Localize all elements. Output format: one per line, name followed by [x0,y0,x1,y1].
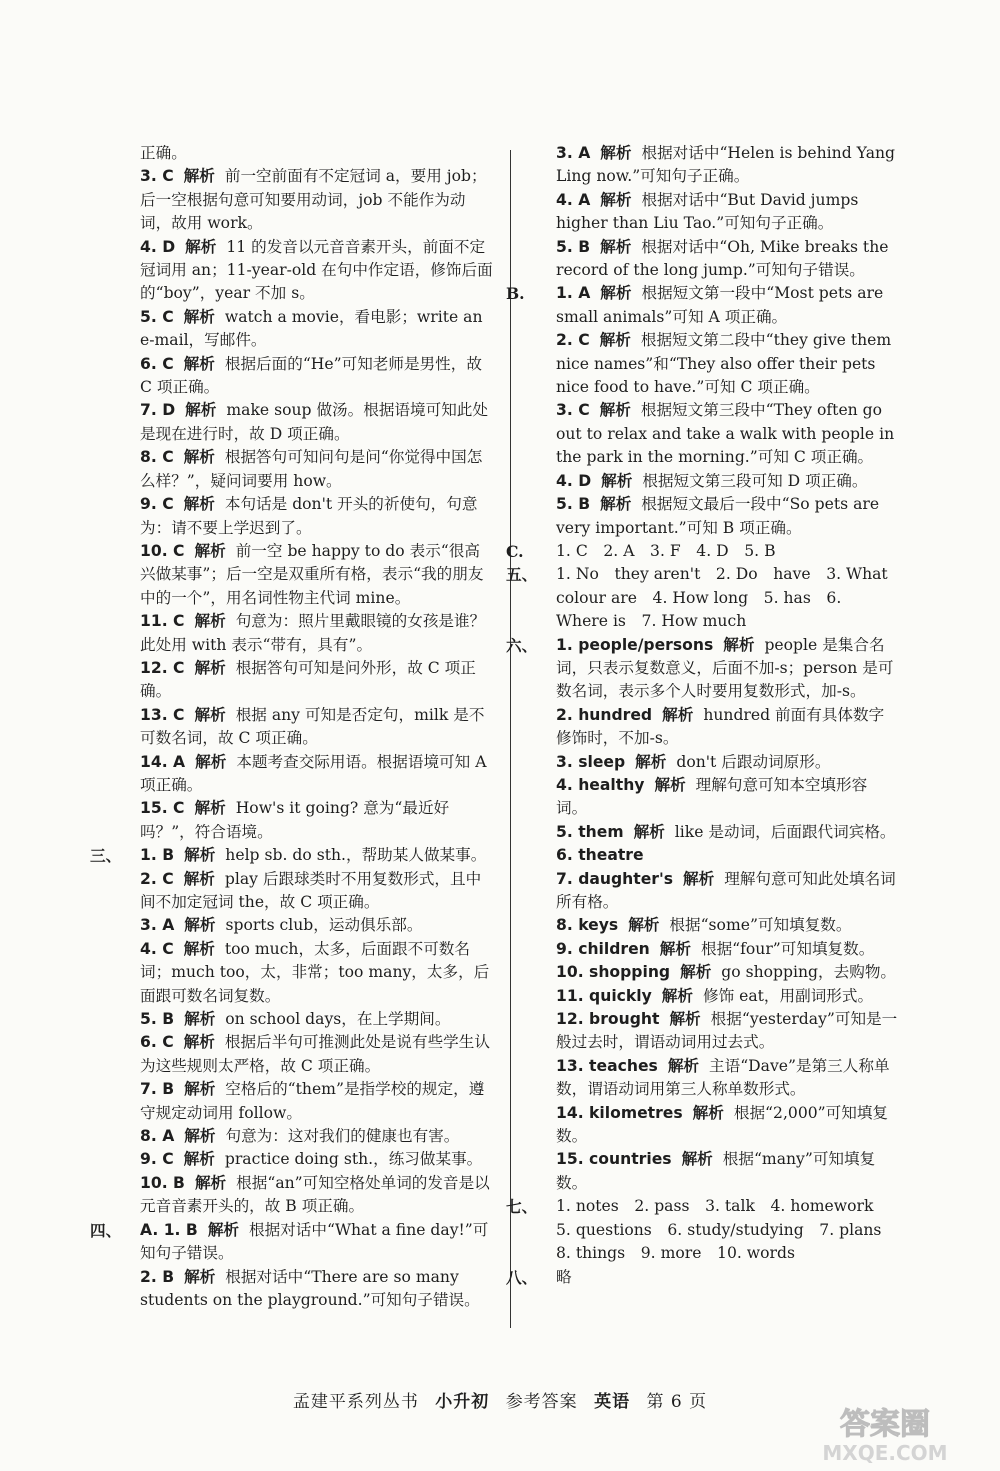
answer-text: 根据后半句可推测此处是说有些学生认为这些规则太严格，故 C 项正确。 [140,1033,490,1075]
answer-item [506,563,898,633]
footer-page: 第 6 页 [646,1392,708,1412]
answer-text: 根据对话中“There are so many students on the playground.”可知句子错误。 [140,1267,480,1309]
answer-item [506,1195,898,1265]
answer-item [528,493,898,540]
answer-number: 2. C [140,869,174,888]
answer-text: sports club，运动俱乐部。 [225,916,423,935]
answer-item [528,236,898,283]
answer-text: 略 [556,1267,572,1286]
answer-text: 根据“some”可知填复数。 [669,916,852,935]
analysis-label: 解析 [599,401,631,420]
analysis-label: 解析 [600,284,632,303]
answer-text: practice doing sth.，练习做某事。 [224,1150,483,1169]
watermark-line2: MXQE.COM [822,1441,948,1465]
answer-text: 主语“Dave”是第三人称单数，谓语动词用第三人称单数形式。 [556,1056,890,1099]
analysis-label: 解析 [184,1010,216,1029]
answer-number: 8. C [140,448,174,467]
analysis-label: 解析 [183,354,215,373]
answer-text: 1. C 2. A 3. F 4. D 5. B [556,541,776,560]
watermark-line1: 答案圈 [840,1407,930,1442]
answer-text: play 后跟球类时不用复数形式，且中间不加定冠词 the，故 C 项正确。 [140,869,482,911]
answer-text: 1. notes 2. pass 3. talk 4. homework 5. questions 6. study/studying 7. plans 8. things 9. more 10. words [556,1197,898,1263]
answer-item [528,329,898,399]
answer-item [112,165,494,235]
answer-text: don't 后跟动词原形。 [676,752,831,771]
answer-item [112,540,494,610]
analysis-label: 解析 [194,541,226,560]
answer-number: 3. C [556,401,590,420]
answer-number: 5. them [556,822,624,841]
answer-number: 12. C [140,658,185,677]
answer-item [112,236,494,306]
footer-series: 孟建平系列丛书 [292,1392,419,1412]
analysis-label: 解析 [194,612,226,631]
answer-number: 8. A [140,1127,175,1146]
answer-number: 6. theatre [556,846,644,865]
analysis-label: 解析 [599,331,631,350]
analysis-label: 解析 [185,401,217,420]
answer-item [528,1008,898,1055]
analysis-label: 解析 [183,307,215,326]
analysis-label: 解析 [194,799,226,818]
analysis-label: 解析 [184,1267,216,1286]
answer-item [528,821,898,844]
section-marker: 五、 [506,565,538,585]
answer-item [528,868,898,915]
answer-number: A. 1. B [140,1220,198,1239]
answer-number: 7. D [140,401,176,420]
analysis-label: 解析 [600,237,632,256]
answer-item [112,1078,494,1125]
answer-text: 根据“many”可知填复数。 [556,1150,876,1192]
answer-text: 前一空前面有不定冠词 a，要用 job；后一空根据句意可知要用动词，job 不能作为动词，故用 work。 [140,167,487,233]
answer-text: help sb. do sth.，帮助某人做某事。 [225,846,487,865]
answer-number: 5. B [140,1010,175,1029]
analysis-label: 解析 [659,939,691,958]
answer-number: 7. B [140,1080,175,1099]
answer-item [112,1148,494,1171]
answer-text: 1. No they aren't 2. Do have 3. What colour are 4. How long 5. has 6. Where is 7. How much [556,565,888,631]
analysis-label: 解析 [692,1103,724,1122]
answer-number: 10. C [140,541,185,560]
section-marker: 六、 [506,635,538,655]
analysis-label: 解析 [183,495,215,514]
answer-number: 1. people/persons [556,635,714,654]
answer-text: 理解句意可知此处填名词所有格。 [556,869,896,911]
analysis-label: 解析 [723,635,755,654]
answer-text: 本题考查交际用语。根据语境可知 A 项正确。 [140,752,487,794]
analysis-label: 解析 [183,939,215,958]
answer-item [112,1008,494,1031]
answer-item [528,985,898,1008]
analysis-label: 解析 [195,752,227,771]
answer-number: 1. B [140,846,175,865]
footer-kind: 参考答案 [505,1392,578,1412]
answer-item [528,704,898,751]
answer-item [528,142,898,189]
answer-text: 空格后的“them”是指学校的规定，遵守规定动词用 follow。 [140,1080,485,1122]
analysis-label: 解析 [667,1056,700,1075]
right-column [506,142,898,1289]
answer-item [528,189,898,236]
analysis-label: 解析 [601,471,633,490]
answer-number: 5. C [140,307,174,326]
answer-text: 根据对话中“Helen is behind Yang Ling now.”可知句子正确。 [556,144,896,186]
answer-text: 根据答句可知问句是问“你觉得中国怎么样？”，疑问词要用 how。 [140,448,483,490]
answer-text: How's it going? 意为“最近好吗？”，符合语境。 [140,799,450,841]
answer-item [506,540,898,563]
analysis-label: 解析 [683,869,715,888]
answer-item [528,1055,898,1102]
answer-item [112,1266,494,1313]
answer-item [112,868,494,915]
answer-item [112,704,494,751]
analysis-label: 解析 [662,705,694,724]
answer-number: 11. C [140,612,185,631]
answer-number: 2. hundred [556,705,653,724]
answer-text: 根据“four”可知填复数。 [700,939,875,958]
answer-text: 正确。 [140,144,187,162]
answer-text: 根据短文最后一段中“So pets are very important.”可知 B 项正确。 [556,495,880,537]
answer-item [112,353,494,400]
answer-number: 14. A [140,752,186,771]
answer-text: too much，太多，后面跟不可数名词；much too，太，非常；too many，太多，后面跟可数名词复数。 [140,939,490,1005]
answer-number: 2. C [556,331,590,350]
analysis-label: 解析 [669,1010,701,1029]
answer-text: 根据对话中“But David jumps higher than Liu Tao.”可知句子正确。 [556,190,859,233]
answer-number: 13. C [140,705,185,724]
section-marker: 八、 [506,1267,538,1287]
column-divider [510,150,511,1328]
analysis-label: 解析 [635,752,667,771]
analysis-label: 解析 [183,869,215,888]
answer-item [528,938,898,961]
analysis-label: 解析 [633,822,665,841]
analysis-label: 解析 [184,916,216,935]
analysis-label: 解析 [600,495,632,514]
analysis-label: 解析 [661,986,693,1005]
answer-number: 7. daughter's [556,869,674,888]
answer-number: 4. healthy [556,775,645,794]
analysis-label: 解析 [184,1127,216,1146]
analysis-label: 解析 [194,1173,227,1192]
answer-text: watch a movie，看电影；write an e-mail，写邮件。 [140,307,483,350]
answer-item [528,914,898,937]
answer-item [528,470,898,493]
answer-text: make soup 做汤。根据语境可知此处是现在进行时，故 D 项正确。 [140,401,488,443]
answer-item [528,751,898,774]
analysis-label: 解析 [184,846,216,865]
left-column [90,142,494,1312]
answer-item [112,1172,494,1219]
answer-item [112,446,494,493]
answer-text: 根据短文第三段可知 D 项正确。 [642,471,868,490]
answer-number: 4. A [556,190,591,209]
answer-item [112,493,494,540]
section-marker: 七、 [506,1197,538,1217]
answer-text: 根据对话中“Oh, Mike breaks the record of the long jump.”可知句子错误。 [556,237,889,280]
analysis-label: 解析 [628,916,660,935]
answer-number: 12. brought [556,1010,660,1029]
answer-text: like 是动词，后面跟代词宾格。 [674,822,896,841]
answer-item [506,1266,898,1289]
answer-text: 11 的发音以元音音素开头，前面不定冠词用 an；11-year-old 在句中作定语，修饰后面的“boy”，year 不加 s。 [140,237,493,303]
answer-item [506,282,898,329]
answer-number: 13. teaches [556,1056,658,1075]
answer-item [90,844,494,867]
analysis-label: 解析 [600,190,632,209]
analysis-label: 解析 [185,237,217,256]
answer-text: 根据短文第一段中“Most pets are small animals”可知 A 项正确。 [556,284,884,326]
answer-text: 根据短文第三段中“They often go out to relax and take a walk with people in the park in the morning.”可知 C 项正确。 [556,401,895,467]
answer-text: 前一空 be happy to do 表示“很高兴做某事”；后一空是双重所有格，表示“我的朋友中的一个”，用名词性物主代词 mine。 [140,541,484,607]
answer-item [112,142,494,165]
answer-item [528,961,898,984]
answer-item [112,306,494,353]
answer-item [528,844,898,867]
answer-number: 6. C [140,354,174,373]
answer-item [528,774,898,821]
answer-text: 根据 any 可知是否定句，milk 是不可数名词，故 C 项正确。 [140,705,485,748]
section-marker: B. [506,284,525,304]
answer-text: 根据对话中“What a fine day!”可知句子错误。 [140,1220,489,1263]
answer-number: 5. B [556,495,591,514]
answer-item [112,938,494,1008]
answer-number: 9. C [140,495,174,514]
answer-number: 11. quickly [556,986,652,1005]
analysis-label: 解析 [680,963,712,982]
answer-number: 3. C [140,167,174,186]
answer-text: 句意为：这对我们的健康也有害。 [225,1127,460,1146]
answer-text: go shopping，去购物。 [721,963,897,982]
analysis-label: 解析 [681,1150,713,1169]
answer-text: 理解句意可知本空填形容词。 [556,775,868,818]
answer-number: 15. countries [556,1150,672,1169]
answer-item [528,1102,898,1149]
analysis-label: 解析 [183,1150,215,1169]
analysis-label: 解析 [183,448,215,467]
analysis-label: 解析 [194,658,226,677]
answer-text: 根据“2,000”可知填复数。 [556,1103,889,1146]
answer-text: 本句话是 don't 开头的祈使句，句意为：请不要上学迟到了。 [140,495,478,537]
answer-item [112,1125,494,1148]
answer-number: 1. A [556,284,591,303]
answer-number: 5. B [556,237,591,256]
analysis-label: 解析 [194,705,226,724]
answer-number: 4. D [140,237,176,256]
answer-item [90,1219,494,1266]
answer-text: on school days，在上学期间。 [225,1010,451,1029]
answer-text: 根据短文第二段中“they give them nice names”和“They also offer their pets nice food to have.”可知 C 项正确。 [556,331,892,397]
analysis-label: 解析 [184,1080,216,1099]
answer-number: 8. keys [556,916,619,935]
answer-item [112,1031,494,1078]
answer-text: 修饰 eat，用副词形式。 [703,986,874,1005]
answer-item [112,610,494,657]
answer-item [528,1148,898,1195]
answer-number: 4. C [140,939,174,958]
answer-number: 10. B [140,1173,185,1192]
section-marker: 四、 [90,1220,122,1240]
answer-number: 15. C [140,799,185,818]
answer-item [528,399,898,469]
answer-number: 6. C [140,1033,174,1052]
answer-number: 2. B [140,1267,175,1286]
answer-number: 10. shopping [556,963,671,982]
footer-subject: 英语 [594,1392,631,1412]
answer-number: 9. C [140,1150,174,1169]
answer-item [112,399,494,446]
answer-item [112,914,494,937]
answer-item [112,751,494,798]
answer-number: 9. children [556,939,650,958]
answer-text: 句意为：照片里戴眼镜的女孩是谁？此处用 with 表示“带有，具有”。 [140,612,486,654]
answer-item [112,797,494,844]
answer-number: 14. kilometres [556,1103,683,1122]
analysis-label: 解析 [654,775,686,794]
answer-text: 根据“yesterday”可知是一般过去时，谓语动词用过去式。 [556,1010,898,1052]
answer-text: hundred 前面有具体数字修饰时，不加-s。 [556,705,885,748]
answer-number: 3. sleep [556,752,626,771]
watermark-logo [790,1400,980,1466]
answer-text: 根据后面的“He”可知老师是男性，故 C 项正确。 [140,354,482,397]
answer-number: 3. A [556,144,591,162]
answer-item [112,657,494,704]
answer-text: 根据“an”可知空格处单词的发音是以元音音素开头的，故 B 项正确。 [140,1173,490,1216]
analysis-label: 解析 [600,144,632,162]
analysis-label: 解析 [183,1033,215,1052]
footer-grade: 小升初 [435,1392,490,1412]
section-marker: 三、 [90,846,122,866]
answer-number: 4. D [556,471,592,490]
section-marker: C. [506,541,524,561]
answer-item [506,634,898,704]
answer-text: 根据答句可知是问外形，故 C 项正确。 [140,658,476,701]
answer-number: 3. A [140,916,175,935]
answer-text: people 是集合名词，只表示复数意义，后面不加-s；person 是可数名词，表示多个人时要用复数形式，加-s。 [556,635,894,701]
analysis-label: 解析 [183,167,215,186]
analysis-label: 解析 [207,1220,240,1239]
